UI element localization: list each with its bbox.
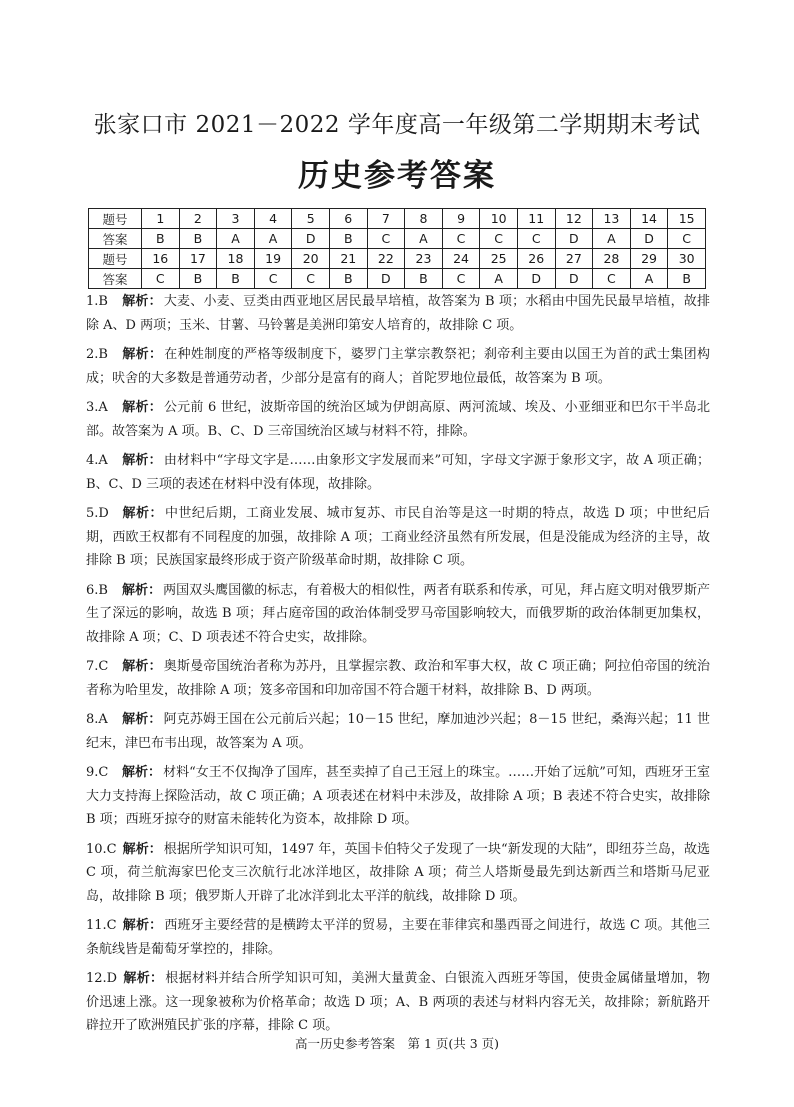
- question-answer: 5.D: [86, 506, 109, 521]
- explanation-text: 奥斯曼帝国统治者称为苏丹，且掌握宗教、政治和军事大权，故 C 项正确；阿拉伯帝国的统治者称为哈里发，故排除 A 项；笈多帝国和印加帝国不符合题干材料，故排除 B、D 两项。: [86, 659, 710, 698]
- table-cell: 22: [367, 249, 405, 269]
- row-header: 题号: [89, 209, 142, 229]
- table-cell: 20: [292, 249, 330, 269]
- question-answer: 12.D: [86, 971, 118, 986]
- analysis-label: 解析：: [122, 453, 162, 468]
- table-cell: C: [480, 229, 518, 249]
- analysis-label: 解析：: [122, 347, 163, 362]
- table-cell: D: [555, 229, 593, 249]
- table-row: [89, 229, 706, 249]
- question-answer: 8.A: [86, 712, 108, 727]
- table-cell: C: [442, 229, 480, 249]
- question-answer: 4.A: [86, 453, 108, 468]
- table-cell: C: [668, 229, 706, 249]
- table-cell: B: [142, 229, 180, 249]
- table-cell: 8: [405, 209, 443, 229]
- answer-table: [88, 208, 706, 289]
- table-cell: 6: [329, 209, 367, 229]
- table-cell: 15: [668, 209, 706, 229]
- table-cell: A: [480, 269, 518, 289]
- table-cell: 14: [630, 209, 668, 229]
- table-cell: 11: [517, 209, 555, 229]
- table-cell: 17: [179, 249, 217, 269]
- explanation-text: 公元前 6 世纪，波斯帝国的统治区域为伊朗高原、两河流域、埃及、小亚细亚和巴尔干半岛北部。故答案为 A 项。B、C、D 三帝国统治区域与材料不符，排除。: [86, 400, 710, 439]
- analysis-label: 解析：: [122, 918, 163, 933]
- analysis-label: 解析：: [122, 841, 162, 857]
- table-cell: A: [630, 269, 668, 289]
- analysis-label: 解析：: [122, 506, 163, 521]
- analysis-label: 解析：: [123, 971, 164, 986]
- explanation-item: [86, 449, 710, 496]
- question-answer: 6.B: [86, 582, 108, 598]
- table-cell: B: [329, 269, 367, 289]
- explanation-text: 由材料中“字母文字是……由象形文字发展而来”可知，字母文字源于象形文字，故 A 项正确；B、C、D 三项的表述在材料中没有体现，故排除。: [86, 453, 710, 492]
- table-cell: 24: [442, 249, 480, 269]
- question-answer: 1.B: [86, 294, 108, 309]
- table-cell: 21: [329, 249, 367, 269]
- table-cell: D: [367, 269, 405, 289]
- table-cell: 13: [593, 209, 631, 229]
- table-cell: B: [217, 269, 255, 289]
- analysis-label: 解析：: [122, 400, 162, 415]
- table-cell: 5: [292, 209, 330, 229]
- explanation-text: 两国双头鹰国徽的标志，有着极大的相似性，两者有联系和传承，可见，拜占庭文明对俄罗斯产生了深远的影响，故选 B 项；拜占庭帝国的政治体制受罗马帝国影响较大，而俄罗斯的政治体制更加集权，故排除 A 项；C、D 项表述不符合史实，故排除。: [86, 582, 710, 645]
- table-cell: C: [367, 229, 405, 249]
- table-cell: C: [142, 269, 180, 289]
- table-cell: 23: [405, 249, 443, 269]
- table-cell: 26: [517, 249, 555, 269]
- table-cell: 27: [555, 249, 593, 269]
- question-answer: 3.A: [86, 400, 108, 415]
- table-cell: B: [405, 269, 443, 289]
- explanation-text: 根据材料并结合所学知识可知，美洲大量黄金、白银流入西班牙等国，使贵金属储量增加，物价迅速上涨。这一现象被称为价格革命；故选 D 项；A、B 两项的表述与材料内容无关，故排除；新航路开辟拉开了欧洲殖民扩张的序幕，排除 C 项。: [86, 971, 710, 1033]
- question-answer: 2.B: [86, 347, 108, 362]
- page-footer: 高一历史参考答案 第 1 页(共 3 页): [294, 1036, 500, 1051]
- table-cell: 19: [254, 249, 292, 269]
- explanation-item: [86, 914, 710, 961]
- explanation-item: [86, 708, 710, 755]
- row-header: 题号: [89, 249, 142, 269]
- explanation-item: [86, 502, 710, 573]
- explanation-item: [86, 838, 710, 909]
- table-row: [89, 249, 706, 269]
- table-cell: A: [217, 229, 255, 249]
- table-cell: 18: [217, 249, 255, 269]
- table-cell: C: [517, 229, 555, 249]
- table-cell: A: [405, 229, 443, 249]
- table-cell: B: [329, 229, 367, 249]
- question-answer: 9.C: [86, 765, 109, 780]
- table-cell: 1: [142, 209, 180, 229]
- table-cell: D: [292, 229, 330, 249]
- table-cell: 3: [217, 209, 255, 229]
- explanation-text: 材料“女王不仅掏净了国库，甚至卖掉了自己王冠上的珠宝。……开始了远航”可知，西班牙王室大力支持海上探险活动，故 C 项正确；A 项表述在材料中未涉及，故排除 A 项；B 表述不符合史实，故排除 B 项；西班牙掠夺的财富未能转化为资本，故排除 D 项。: [86, 765, 710, 827]
- table-cell: A: [254, 229, 292, 249]
- exam-title: 张家口市 2021－2022 学年度高一年级第二学期期末考试: [93, 112, 701, 138]
- table-cell: 30: [668, 249, 706, 269]
- answer-key-heading: 历史参考答案: [298, 158, 496, 194]
- table-cell: 25: [480, 249, 518, 269]
- row-header: 答案: [89, 229, 142, 249]
- table-cell: 28: [593, 249, 631, 269]
- table-cell: C: [442, 269, 480, 289]
- table-cell: 4: [254, 209, 292, 229]
- table-cell: D: [630, 229, 668, 249]
- explanation-item: [86, 579, 710, 650]
- table-cell: B: [668, 269, 706, 289]
- table-cell: C: [254, 269, 292, 289]
- table-cell: 7: [367, 209, 405, 229]
- explanation-item: [86, 290, 710, 337]
- table-cell: D: [555, 269, 593, 289]
- question-answer: 10.C: [86, 841, 117, 857]
- table-cell: C: [593, 269, 631, 289]
- explanation-item: [86, 343, 710, 390]
- analysis-label: 解析：: [122, 712, 162, 727]
- table-cell: C: [292, 269, 330, 289]
- analysis-label: 解析：: [122, 294, 162, 309]
- explanation-text: 在种姓制度的严格等级制度下，婆罗门主掌宗教祭祀；刹帝利主要由以国王为首的武士集团构成；吠舍的大多数是普通劳动者，少部分是富有的商人；首陀罗地位最低，故答案为 B 项。: [86, 347, 710, 386]
- table-cell: A: [593, 229, 631, 249]
- explanation-list: [86, 290, 710, 1044]
- explanation-item: [86, 761, 710, 832]
- explanation-item: [86, 655, 710, 702]
- table-cell: 9: [442, 209, 480, 229]
- table-cell: 10: [480, 209, 518, 229]
- table-cell: D: [517, 269, 555, 289]
- question-answer: 11.C: [86, 918, 117, 933]
- question-answer: 7.C: [86, 659, 109, 674]
- explanation-item: [86, 967, 710, 1038]
- table-row: [89, 209, 706, 229]
- table-cell: 2: [179, 209, 217, 229]
- row-header: 答案: [89, 269, 142, 289]
- analysis-label: 解析：: [122, 659, 162, 674]
- explanation-text: 中世纪后期，工商业发展、城市复苏、市民自治等是这一时期的特点，故选 D 项；中世纪后期，西欧王权都有不同程度的加强，故排除 A 项；工商业经济虽然有所发展，但是没能成为经济的主导，故排除 B 项；民族国家最终形成于资产阶级革命时期，故排除 C 项。: [86, 506, 710, 568]
- table-cell: 16: [142, 249, 180, 269]
- explanation-text: 阿克苏姆王国在公元前后兴起；10－15 世纪，摩加迪沙兴起；8－15 世纪，桑海兴起；11 世纪末，津巴布韦出现，故答案为 A 项。: [86, 712, 710, 751]
- explanation-text: 根据所学知识可知，1497 年，英国卡伯特父子发现了一块“新发现的大陆”，即纽芬兰岛，故选 C 项，荷兰航海家巴伦支三次航行北冰洋地区，故排除 A 项；荷兰人塔斯曼最先到达新西兰和塔斯马尼亚岛，故排除 B 项；俄罗斯人开辟了北冰洋到北太平洋的航线，故排除 D 项。: [86, 841, 710, 904]
- explanation-item: [86, 396, 710, 443]
- analysis-label: 解析：: [122, 765, 162, 780]
- table-cell: B: [179, 229, 217, 249]
- table-cell: 29: [630, 249, 668, 269]
- table-cell: 12: [555, 209, 593, 229]
- explanation-text: 大麦、小麦、豆类由西亚地区居民最早培植，故答案为 B 项；水稻由中国先民最早培植，故排除 A、D 两项；玉米、甘薯、马铃薯是美洲印第安人培育的，故排除 C 项。: [86, 294, 710, 333]
- table-row: [89, 269, 706, 289]
- analysis-label: 解析：: [122, 582, 162, 598]
- explanation-text: 西班牙主要经营的是横跨太平洋的贸易，主要在菲律宾和墨西哥之间进行，故选 C 项。其他三条航线皆是葡萄牙掌控的，排除。: [86, 918, 710, 957]
- table-cell: B: [179, 269, 217, 289]
